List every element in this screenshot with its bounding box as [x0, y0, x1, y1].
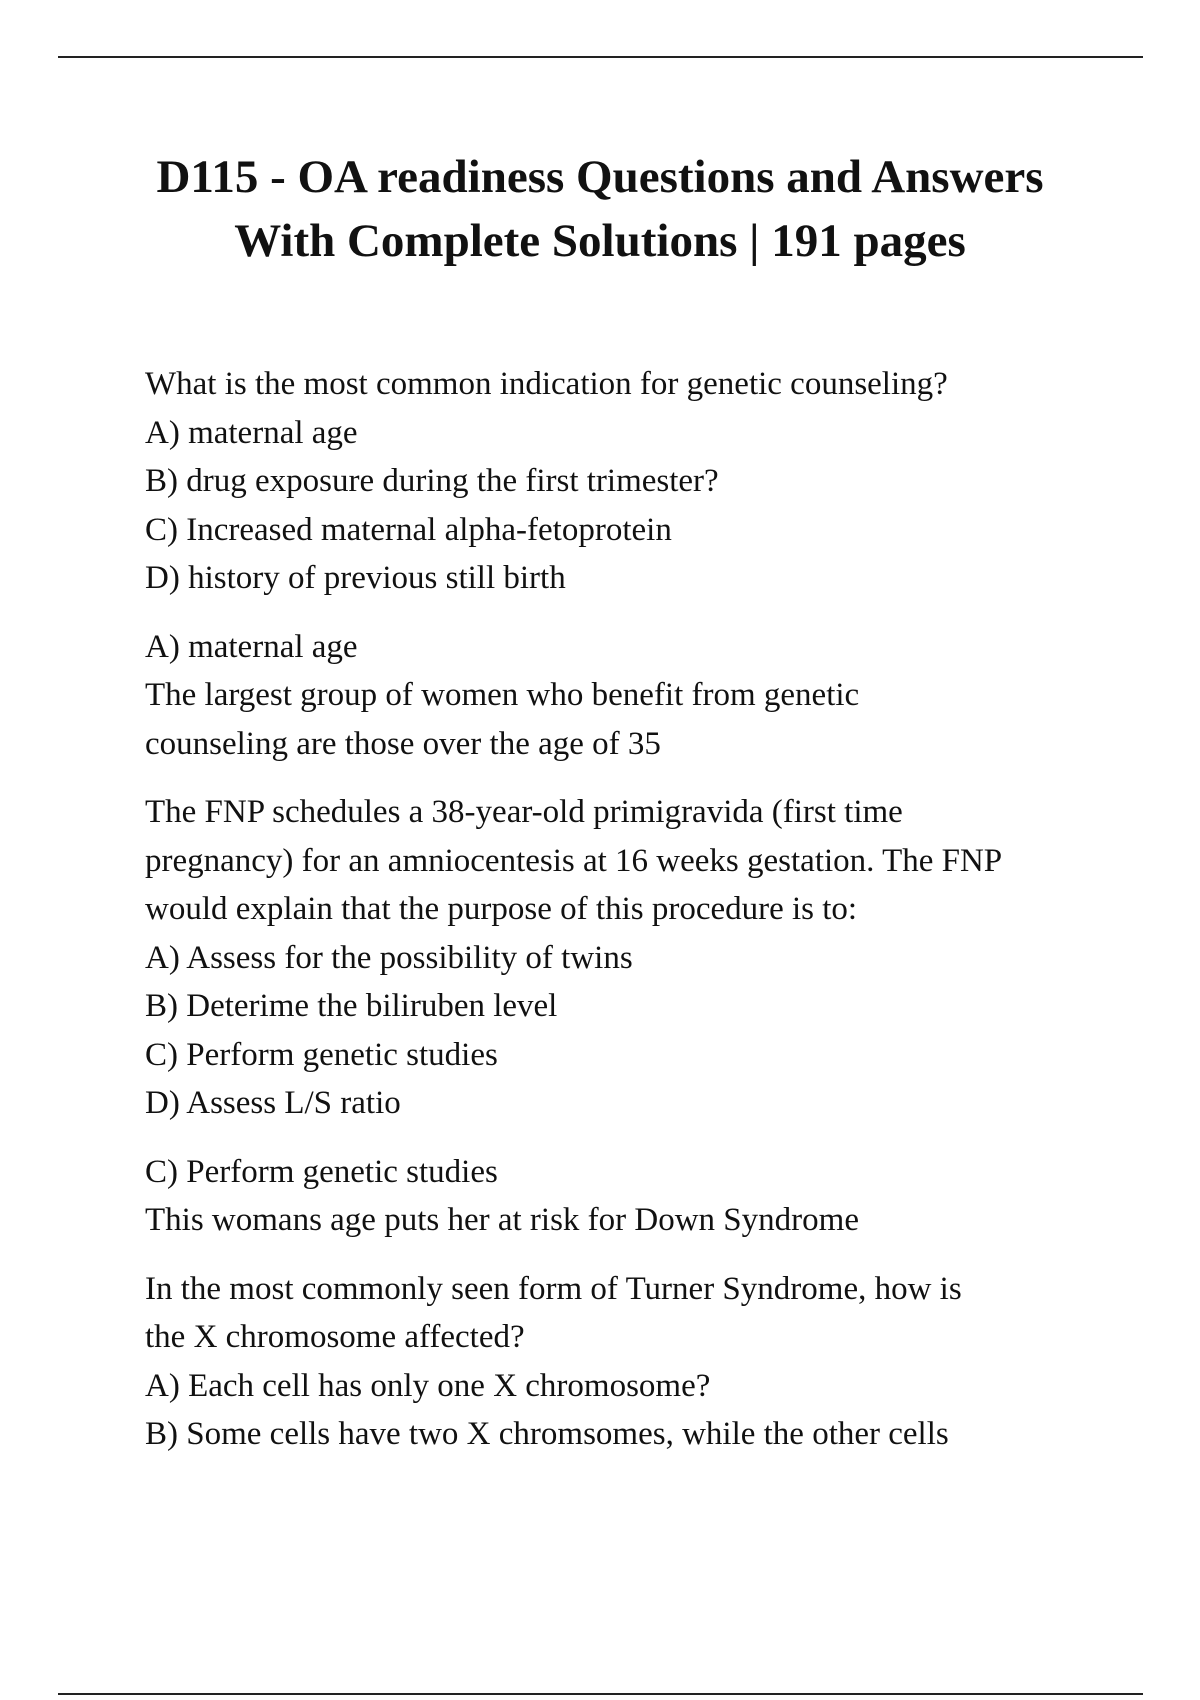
question-block-2: [145, 788, 1135, 1128]
question-text: What is the most common indication for genetic counseling?: [145, 366, 948, 402]
title-line-2: With Complete Solutions | 191 pages: [234, 215, 966, 267]
question-text: would explain that the purpose of this procedure is to:: [145, 891, 858, 927]
answer-block-2: [145, 1148, 1135, 1245]
title-line-1: D115 - OA readiness Questions and Answers: [156, 151, 1044, 203]
option-a: A) Each cell has only one X chromosome?: [145, 1367, 711, 1404]
option-b: B) Some cells have two X chromsomes, while the other cells: [145, 1416, 949, 1452]
question-text: The FNP schedules a 38-year-old primigravida (first time: [145, 794, 903, 830]
answer-choice: A) maternal age: [145, 628, 358, 665]
question-text: pregnancy) for an amniocentesis at 16 weeks gestation. The FNP: [145, 842, 1003, 879]
answer-explanation: counseling are those over the age of 35: [145, 725, 661, 762]
question-block-1: [145, 360, 1135, 603]
top-rule: [58, 56, 1143, 58]
option-d: D) Assess L/S ratio: [145, 1085, 401, 1121]
answer-explanation: The largest group of women who benefit from genetic: [145, 677, 860, 713]
option-c: C) Increased maternal alpha-fetoprotein: [145, 511, 672, 548]
option-c: C) Perform genetic studies: [145, 1036, 498, 1073]
question-block-3: [145, 1265, 1135, 1459]
document-title: [80, 145, 1120, 273]
option-a: A) maternal age: [145, 414, 358, 451]
option-a: A) Assess for the possibility of twins: [145, 939, 633, 976]
answer-choice: C) Perform genetic studies: [145, 1153, 498, 1190]
question-text: In the most commonly seen form of Turner Syndrome, how is: [145, 1270, 962, 1307]
question-text: the X chromosome affected?: [145, 1319, 525, 1355]
option-b: B) Deterime the biliruben level: [145, 988, 558, 1024]
document-body: [145, 360, 1135, 1479]
option-d: D) history of previous still birth: [145, 560, 566, 596]
answer-explanation: This womans age puts her at risk for Down Syndrome: [145, 1202, 859, 1238]
answer-block-1: [145, 623, 1135, 769]
option-b: B) drug exposure during the first trimester?: [145, 463, 719, 499]
bottom-rule: [58, 1693, 1143, 1695]
